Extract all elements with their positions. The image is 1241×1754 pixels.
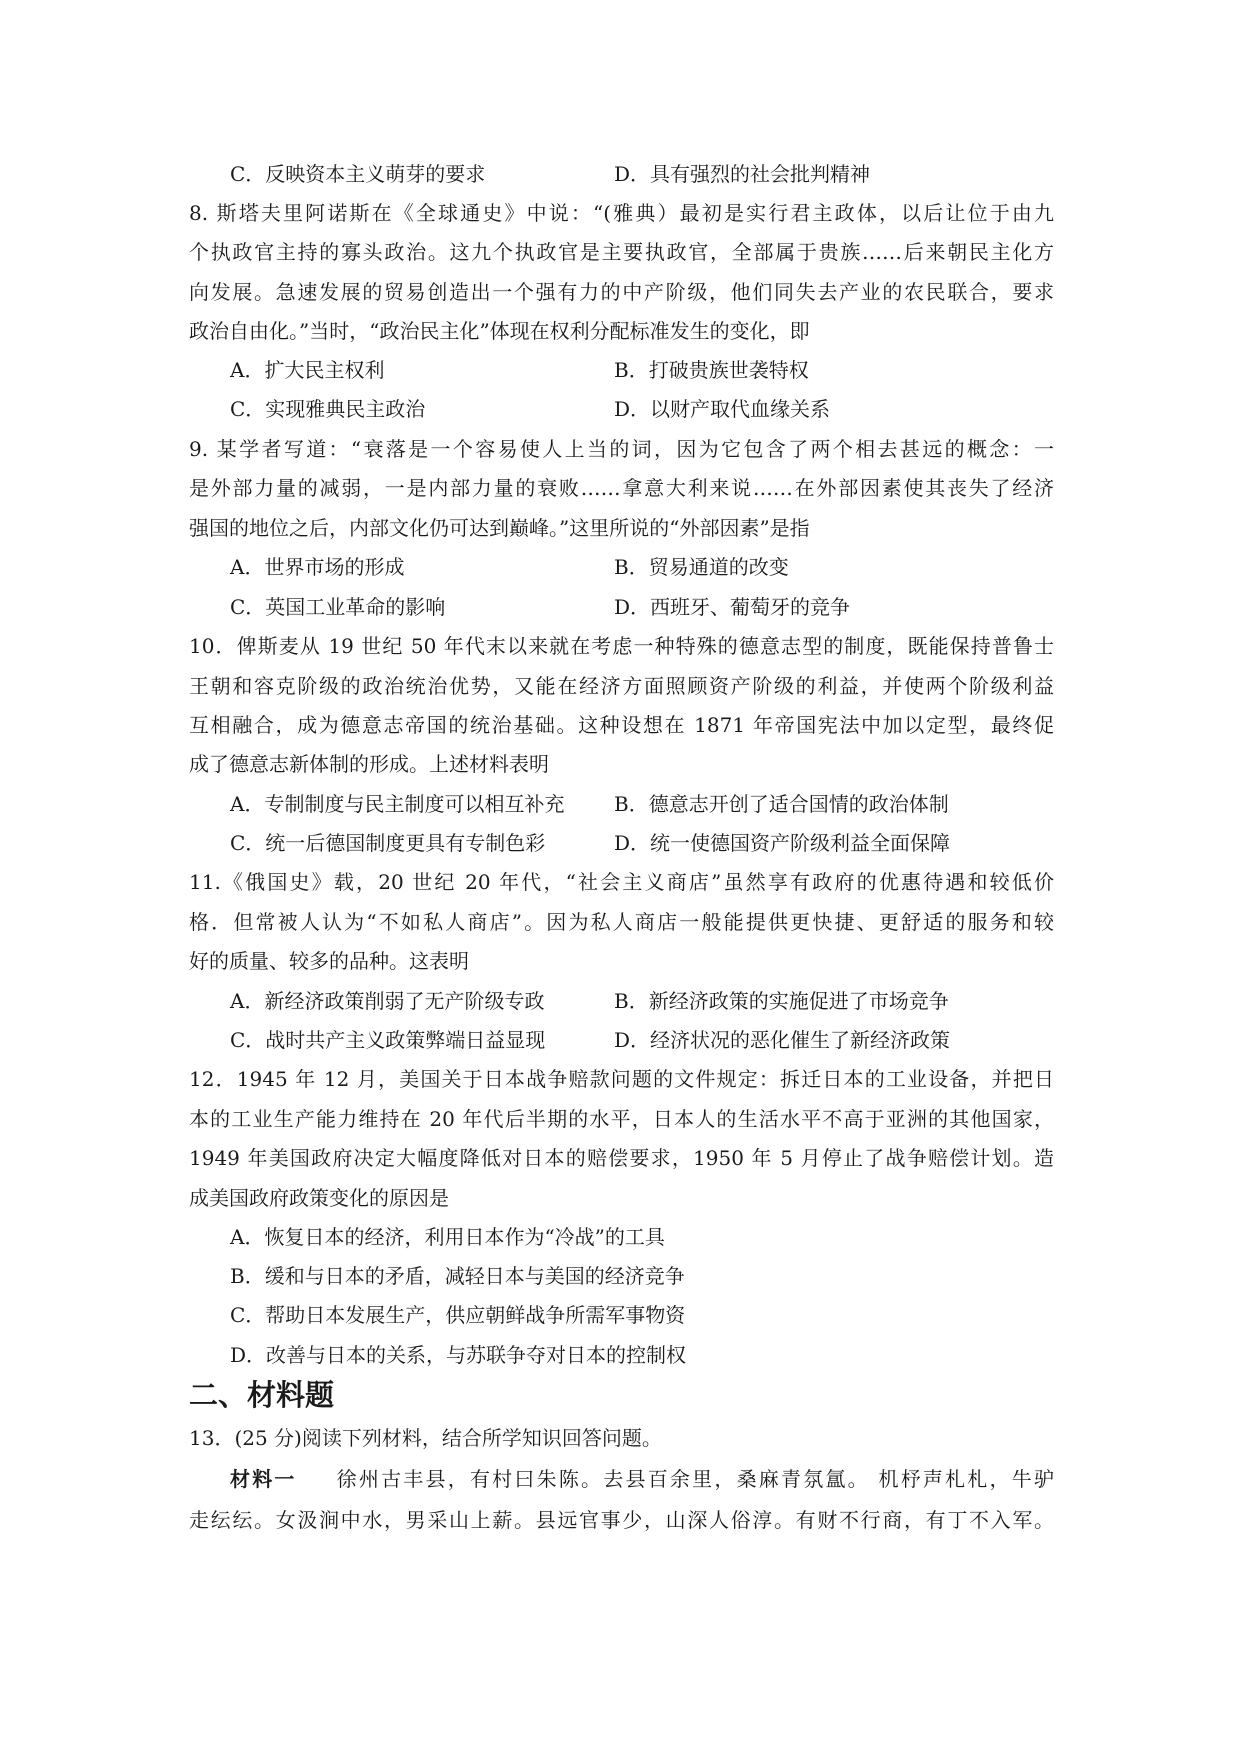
q12-option-d: D．改善与日本的关系，与苏联争夺对日本的控制权 xyxy=(230,1343,687,1367)
q10-stem-line-4: 成了德意志新体制的形成。上述材料表明 xyxy=(189,752,549,776)
q11-stem-line-2: 格．但常被人认为“不如私人商店”。因为私人商店一般能提供更快捷、更舒适的服务和较 xyxy=(189,910,1054,934)
q8-option-a: A．扩大民主权利 xyxy=(230,358,385,382)
q10-option-c: C．统一后德国制度更具有专制色彩 xyxy=(230,831,546,855)
q12-option-c: C．帮助日本发展生产，供应朝鲜战争所需军事物资 xyxy=(230,1303,686,1327)
q13-material1-line-2: 走纭纭。女汲涧中水，男采山上薪。县远官事少，山深人俗淳。有财不行商，有丁不入军。 xyxy=(189,1508,1054,1532)
q10-option-b: B．德意志开创了适合国情的政治体制 xyxy=(614,792,949,816)
q8-option-d: D．以财产取代血缘关系 xyxy=(614,397,831,421)
q12-stem-line-3: 1949 年美国政府决定大幅度降低对日本的赔偿要求，1950 年 5 月停止了战争赔偿计划。造 xyxy=(189,1146,1054,1170)
q8-stem-line-1: 8. 斯塔夫里阿诺斯在《全球通史》中说：“(雅典）最初是实行君主政体，以后让位于由九 xyxy=(189,201,1054,225)
q12-stem-line-2: 本的工业生产能力维持在 20 年代后半期的水平，日本人的生活水平不高于亚洲的其他国家， xyxy=(189,1107,1054,1131)
q8-stem-line-3: 向发展。急速发展的贸易创造出一个强有力的中产阶级，他们同失去产业的农民联合，要求 xyxy=(189,280,1054,304)
q13-material1-label: 材料一 xyxy=(230,1467,297,1491)
q11-stem-line-3: 好的质量、较多的品种。这表明 xyxy=(189,949,469,973)
q10-stem-line-3: 互相融合，成为德意志帝国的统治基础。这种设想在 1871 年帝国宪法中加以定型，最终促 xyxy=(189,713,1054,737)
q9-option-d: D．西班牙、葡萄牙的竞争 xyxy=(614,595,851,619)
q12-option-a: A．恢复日本的经济，利用日本作为“冷战”的工具 xyxy=(230,1225,665,1249)
q13-intro: 13．(25 分)阅读下列材料，结合所学知识回答问题。 xyxy=(189,1426,662,1450)
q10-stem-line-2: 王朝和容克阶级的政治统治优势，又能在经济方面照顾资产阶级的利益，并使两个阶级利益 xyxy=(189,674,1054,698)
q10-stem-line-1: 10．俾斯麦从 19 世纪 50 年代末以来就在考虑一种特殊的德意志型的制度，既能保持普鲁士 xyxy=(189,634,1054,658)
q10-option-d: D．统一使德国资产阶级利益全面保障 xyxy=(614,831,951,855)
q11-option-d: D．经济状况的恶化催生了新经济政策 xyxy=(614,1028,951,1052)
q9-stem-line-2: 是外部力量的减弱，一是内部力量的衰败……拿意大利来说……在外部因素使其丧失了经济 xyxy=(189,476,1054,500)
section-heading-materials: 二、材料题 xyxy=(189,1378,335,1412)
q8-option-b: B．打破贵族世袭特权 xyxy=(614,358,809,382)
q11-option-a: A．新经济政策削弱了无产阶级专政 xyxy=(230,989,545,1013)
q13-material1-line-1 xyxy=(230,1466,1054,1492)
q9-stem-line-3: 强国的地位之后，内部文化仍可达到巅峰。”这里所说的“外部因素”是指 xyxy=(189,516,810,540)
q11-option-c: C．战时共产主义政策弊端日益显现 xyxy=(230,1028,546,1052)
q10-option-a: A．专制制度与民主制度可以相互补充 xyxy=(230,792,565,816)
q9-option-a: A．世界市场的形成 xyxy=(230,555,405,579)
q8-stem-line-2: 个执政官主持的寡头政治。这九个执政官是主要执政官，全部属于贵族……后来朝民主化方 xyxy=(189,240,1054,264)
q13-material1-text-1: 徐州古丰县，有村曰朱陈。去县百余里，桑麻青氛氲。 机杼声札札，牛驴 xyxy=(336,1467,1054,1491)
q9-option-c: C．英国工业革命的影响 xyxy=(230,595,446,619)
q12-option-b: B．缓和与日本的矛盾，减轻日本与美国的经济竞争 xyxy=(230,1264,685,1288)
q9-option-b: B．贸易通道的改变 xyxy=(614,555,789,579)
q7-option-c: C．反映资本主义萌芽的要求 xyxy=(230,162,486,186)
q12-stem-line-1: 12．1945 年 12 月，美国关于日本战争赔款问题的文件规定：拆迁日本的工业设备，并把日 xyxy=(189,1067,1054,1091)
q9-stem-line-1: 9. 某学者写道：“衰落是一个容易使人上当的词，因为它包含了两个相去甚远的概念：一 xyxy=(189,437,1054,461)
q7-option-d: D．具有强烈的社会批判精神 xyxy=(614,162,871,186)
q8-option-c: C．实现雅典民主政治 xyxy=(230,397,426,421)
q11-stem-line-1: 11.《俄国史》载，20 世纪 20 年代，“社会主义商店”虽然享有政府的优惠待遇和较低价 xyxy=(189,870,1054,894)
q8-stem-line-4: 政治自由化。”当时，“政治民主化”体现在权利分配标准发生的变化，即 xyxy=(189,319,810,343)
q12-stem-line-4: 成美国政府政策变化的原因是 xyxy=(189,1186,449,1210)
q11-option-b: B．新经济政策的实施促进了市场竞争 xyxy=(614,989,949,1013)
